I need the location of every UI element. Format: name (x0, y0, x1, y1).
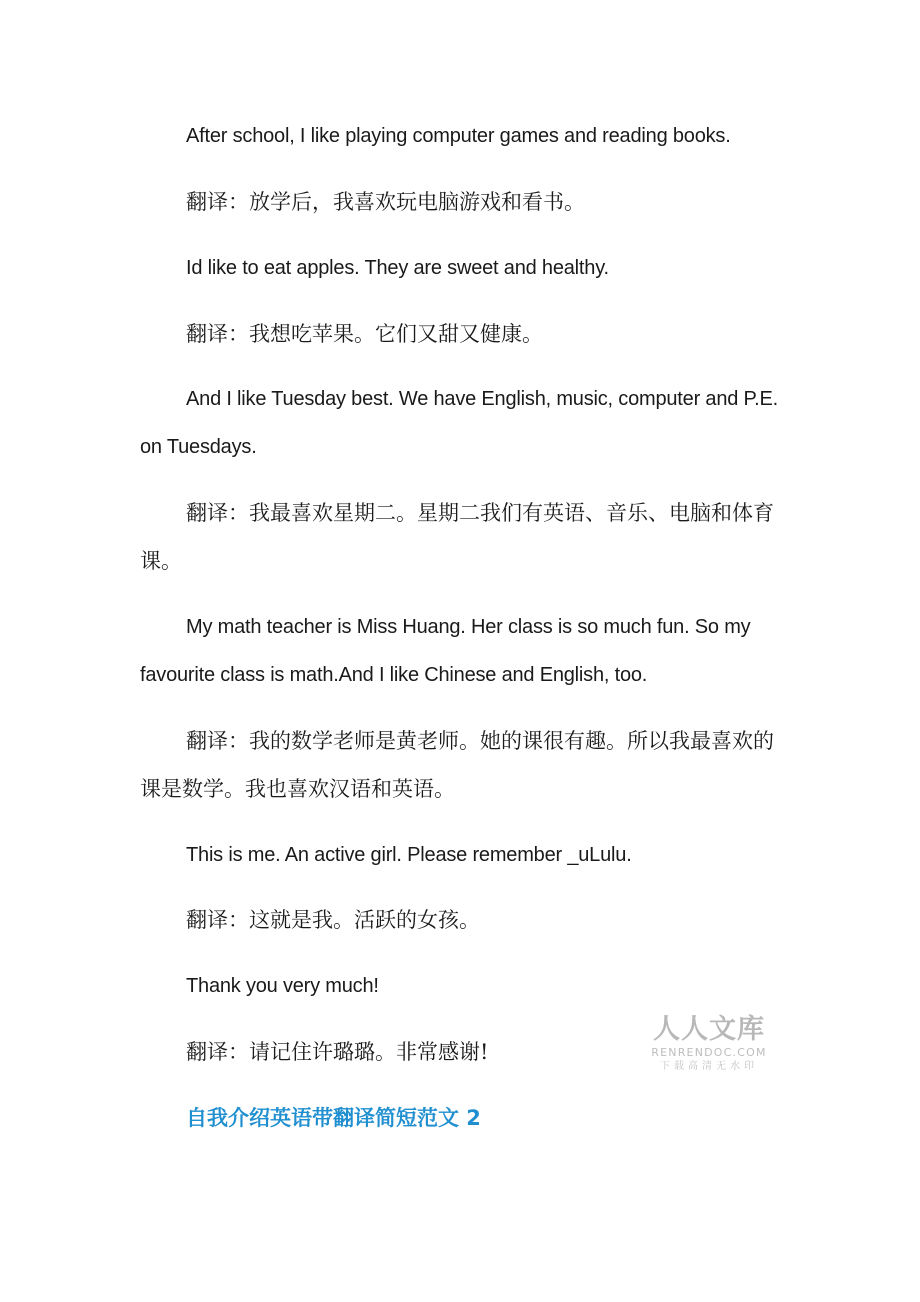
paragraph-translation-5: 翻译：这就是我。活跃的女孩。 (186, 908, 480, 932)
watermark-main-text: 人人文库 (653, 1014, 765, 1045)
paragraph-english-6: Thank you very much! (186, 975, 379, 997)
paragraph-english-3: And I like Tuesday best. We have English, music, computer and P.E. on Tuesdays. (140, 388, 778, 458)
paragraph-english-4: My math teacher is Miss Huang. Her class is so much fun. So my favourite class is math.And I like Chinese and English, too. (140, 616, 751, 686)
paragraph-translation-1: 翻译：放学后，我喜欢玩电脑游戏和看书。 (186, 190, 585, 214)
paragraph-translation-6: 翻译：请记住许璐璐。非常感谢! (186, 1040, 489, 1064)
watermark-logo (646, 1014, 772, 1074)
paragraph-translation-2: 翻译：我想吃苹果。它们又甜又健康。 (186, 322, 543, 346)
paragraph-english-5: This is me. An active girl. Please remember _uLulu. (186, 844, 632, 866)
paragraph-english-1: After school, I like playing computer games and reading books. (186, 125, 731, 147)
paragraph-translation-4: 翻译：我的数学老师是黄老师。她的课很有趣。所以我最喜欢的课是数学。我也喜欢汉语和英语。 (140, 729, 774, 801)
paragraph-english-2: Id like to eat apples. They are sweet and healthy. (186, 257, 609, 279)
section-heading: 自我介绍英语带翻译简短范文 2 (186, 1106, 481, 1130)
paragraph-translation-3: 翻译：我最喜欢星期二。星期二我们有英语、音乐、电脑和体育课。 (140, 501, 774, 573)
watermark-sub-text: 下载高清无水印 (660, 1061, 758, 1072)
watermark-site-text: RENRENDOC.COM (651, 1046, 767, 1059)
